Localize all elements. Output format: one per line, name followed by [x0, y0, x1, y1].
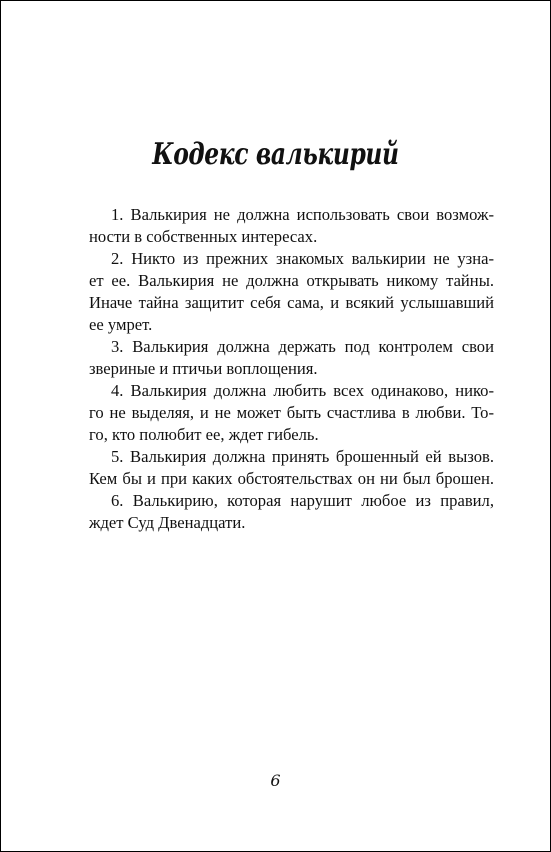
rule-line: го не выделяя, и не может быть счастлива в любви. То-: [89, 403, 494, 422]
rule-line: 6. Валькирию, которая нарушит любое из правил,: [111, 491, 494, 510]
rule-line: 1. Валькирия не должна использовать свои возмож-: [111, 205, 494, 224]
rule-1: [89, 204, 494, 248]
rule-line: ее умрет.: [89, 315, 153, 334]
rule-line: звериные и птичьи воплощения.: [89, 359, 318, 378]
rule-2: [89, 248, 494, 336]
rule-4: [89, 380, 494, 446]
rule-line: ждет Суд Двенадцати.: [89, 513, 246, 532]
page-title: Кодекс валькирий: [152, 137, 399, 172]
page-number: 6: [270, 771, 281, 790]
rule-line: Иначе тайна защитит себя сама, и всякий услышавший: [89, 293, 494, 312]
rule-3: [89, 336, 494, 380]
rule-6: [89, 490, 494, 534]
rule-5: [89, 446, 494, 490]
rule-line: 4. Валькирия должна любить всех одинаково, нико-: [111, 381, 494, 400]
rule-line: го, кто полюбит ее, ждет гибель.: [89, 425, 319, 444]
rule-line: ет ее. Валькирия не должна открывать никому тайны.: [89, 271, 494, 290]
rule-line: ности в собственных интересах.: [89, 227, 318, 246]
rule-line: 5. Валькирия должна принять брошенный ей вызов.: [111, 447, 494, 466]
rule-line: 3. Валькирия должна держать под контролем свои: [111, 337, 494, 356]
rule-line: 2. Никто из прежних знакомых валькирии не узна-: [111, 249, 494, 268]
rules-text: [89, 204, 494, 534]
rule-line: Кем бы и при каких обстоятельствах он ни был брошен.: [89, 469, 494, 488]
